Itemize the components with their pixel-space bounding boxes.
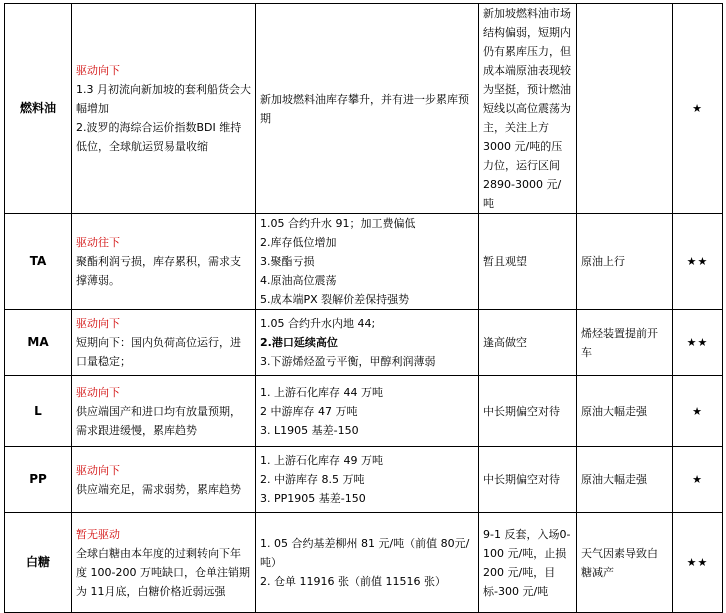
driver-label: 驱动向下: [76, 64, 120, 77]
risk-cell: 烯烃装置提前开车: [577, 310, 673, 376]
commodity-name: PP: [5, 447, 72, 513]
risk-cell: [577, 4, 673, 214]
commodity-name: MA: [5, 310, 72, 376]
factor-line: 2.港口延续高位: [260, 336, 338, 349]
driver-line: 供应端国产和进口均有放量预期，需求跟进缓慢，累库趋势: [76, 404, 241, 437]
strategy-table: [4, 3, 723, 613]
factor-line: 1. 上游石化库存 49 万吨: [260, 454, 383, 467]
strategy-cell: 中长期偏空对待: [479, 447, 577, 513]
strategy-cell: 逢高做空: [479, 310, 577, 376]
commodity-name: 白糖: [5, 513, 72, 613]
factors-cell: [256, 376, 479, 447]
risk-cell: 原油大幅走强: [577, 376, 673, 447]
factor-line: 2. 仓单 11916 张（前值 11516 张）: [260, 575, 446, 588]
rating-stars: ★★: [673, 214, 723, 310]
factor-line: 1. 05 合约基差柳州 81 元/吨（前值 80元/吨）: [260, 537, 470, 569]
factors-cell: [256, 310, 479, 376]
factor-line: 3.聚酯亏损: [260, 255, 315, 268]
factor-line: 4.原油高位震荡: [260, 274, 337, 287]
risk-cell: 原油大幅走强: [577, 447, 673, 513]
driver-cell: [72, 4, 256, 214]
commodity-name: 燃料油: [5, 4, 72, 214]
driver-cell: [72, 447, 256, 513]
driver-cell: [72, 513, 256, 613]
risk-cell: 原油上行: [577, 214, 673, 310]
factor-line: 1.05 合约升水内地 44;: [260, 317, 376, 330]
rating-stars: ★: [673, 447, 723, 513]
table-row: [5, 214, 723, 310]
factors-cell: [256, 447, 479, 513]
strategy-cell: 9-1 反套，入场0-100 元/吨，止损 200 元/吨，目标-300 元/吨: [479, 513, 577, 613]
factor-line: 2.库存低位增加: [260, 236, 337, 249]
factors-cell: [256, 513, 479, 613]
commodity-name: L: [5, 376, 72, 447]
factor-line: 3.下游烯烃盈亏平衡，甲醇利润薄弱: [260, 355, 436, 368]
rating-stars: ★★: [673, 310, 723, 376]
driver-label: 暂无驱动: [76, 527, 120, 541]
factor-line: 1.05 合约升水 91；加工费偏低: [260, 217, 416, 230]
table-row: [5, 447, 723, 513]
driver-line: 全球白糖由本年度的过剩转向下年度 100-200 万吨缺口，仓单注销期为 11月底，白糖价格近弱远强: [76, 546, 250, 598]
factor-line: 3. PP1905 基差-150: [260, 492, 366, 505]
factor-line: 3. L1905 基差-150: [260, 423, 359, 437]
table-row: [5, 4, 723, 214]
table-row: [5, 376, 723, 447]
rating-stars: ★: [673, 4, 723, 214]
driver-label: 驱动向下: [76, 317, 120, 330]
strategy-cell: 中长期偏空对待: [479, 376, 577, 447]
driver-label: 驱动往下: [76, 236, 120, 249]
driver-cell: [72, 310, 256, 376]
table-row: [5, 513, 723, 613]
driver-cell: [72, 376, 256, 447]
driver-label: 驱动向下: [76, 463, 120, 477]
driver-line: 供应端充足，需求弱势，累库趋势: [76, 482, 241, 496]
factor-line: 新加坡燃料油库存攀升，并有进一步累库预期: [260, 92, 469, 125]
factors-cell: [256, 214, 479, 310]
factor-line: 2 中游库存 47 万吨: [260, 404, 358, 418]
factors-cell: [256, 4, 479, 214]
factor-line: 5.成本端PX 裂解价差保持强势: [260, 293, 410, 306]
table-row: [5, 310, 723, 376]
factor-line: 1. 上游石化库存 44 万吨: [260, 385, 383, 399]
rating-stars: ★★: [673, 513, 723, 613]
driver-line: 2.波罗的海综合运价指数BDI 维持低位，全球航运贸易量收缩: [76, 121, 242, 153]
rating-stars: ★: [673, 376, 723, 447]
driver-line: 1.3 月初流向新加坡的套利船货会大幅增加: [76, 83, 251, 115]
driver-label: 驱动向下: [76, 385, 120, 399]
commodity-name: TA: [5, 214, 72, 310]
risk-cell: 天气因素导致白糖减产: [577, 513, 673, 613]
driver-cell: [72, 214, 256, 310]
strategy-cell: 新加坡燃料油市场结构偏弱，短期内仍有累库压力，但成本端原油表现较为坚挺，预计燃油短线以高位震荡为主，关注上方3000 元/吨的压力位，运行区间2890-3000 元/吨: [479, 4, 577, 214]
factor-line: 2. 中游库存 8.5 万吨: [260, 473, 365, 486]
driver-line: 聚酯利润亏损，库存累积，需求支撑薄弱。: [76, 255, 241, 287]
strategy-cell: 暂且观望: [479, 214, 577, 310]
driver-line: 短期向下：国内负荷高位运行，进口量稳定；: [76, 336, 241, 368]
